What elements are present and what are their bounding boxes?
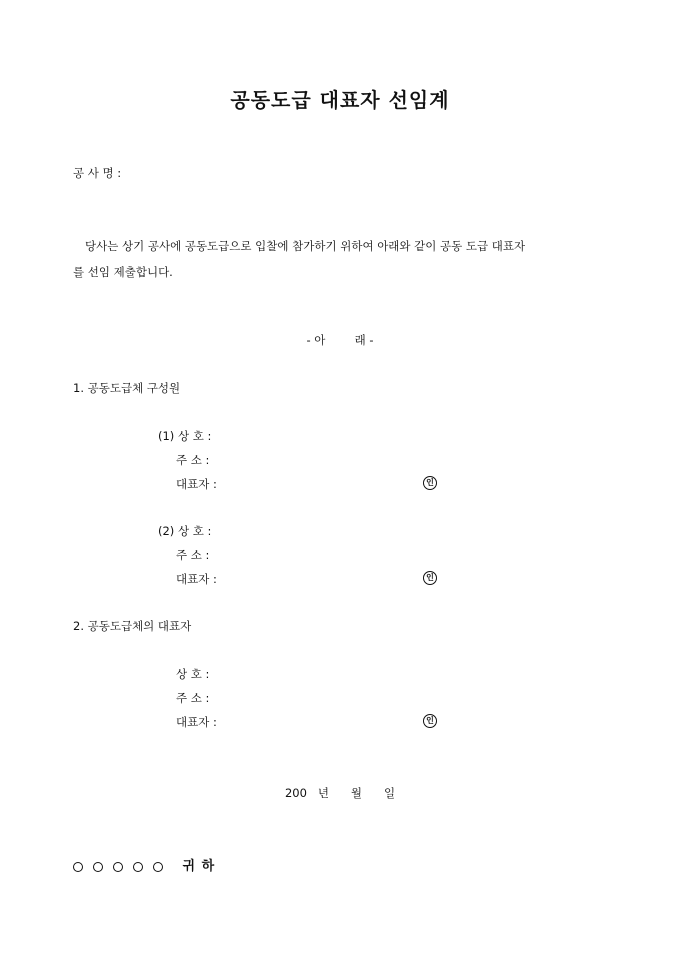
date-line: 200 년 월 일 (284, 786, 396, 800)
recipient-line (73, 855, 215, 874)
member2-rep-label: 대표자 : (176, 572, 217, 586)
recipient-placeholder-circles (73, 859, 183, 874)
below-heading: - 아 래 - (306, 333, 374, 347)
rep-seal-mark: 인 (423, 714, 437, 728)
intro-line-2: 를 선임 제출합니다. (73, 265, 173, 279)
member1-rep-label: 대표자 : (176, 477, 217, 491)
member1-seal-mark: 인 (423, 476, 437, 490)
member1-address-label: 주 소 : (176, 453, 210, 467)
member2-seal-mark: 인 (423, 571, 437, 585)
rep-rep-label: 대표자 : (176, 715, 217, 729)
rep-trade-label: 상 호 : (176, 667, 210, 681)
intro-paragraph (73, 233, 613, 285)
document-title: 공동도급 대표자 선임계 (230, 88, 450, 112)
recipient-suffix: 귀 하 (182, 859, 216, 874)
member1-trade-label: (1) 상 호 : (158, 429, 212, 443)
section2-heading: 2. 공동도급체의 대표자 (73, 619, 192, 633)
member2-trade-label: (2) 상 호 : (158, 524, 212, 538)
rep-address-label: 주 소 : (176, 691, 210, 705)
section1-heading: 1. 공동도급체 구성원 (73, 381, 181, 395)
member2-address-label: 주 소 : (176, 548, 210, 562)
project-name-label: 공 사 명 : (73, 166, 122, 180)
intro-line-1: 당사는 상기 공사에 공동도급으로 입찰에 참가하기 위하여 아래와 같이 공동 도급 대표자 (85, 239, 526, 253)
